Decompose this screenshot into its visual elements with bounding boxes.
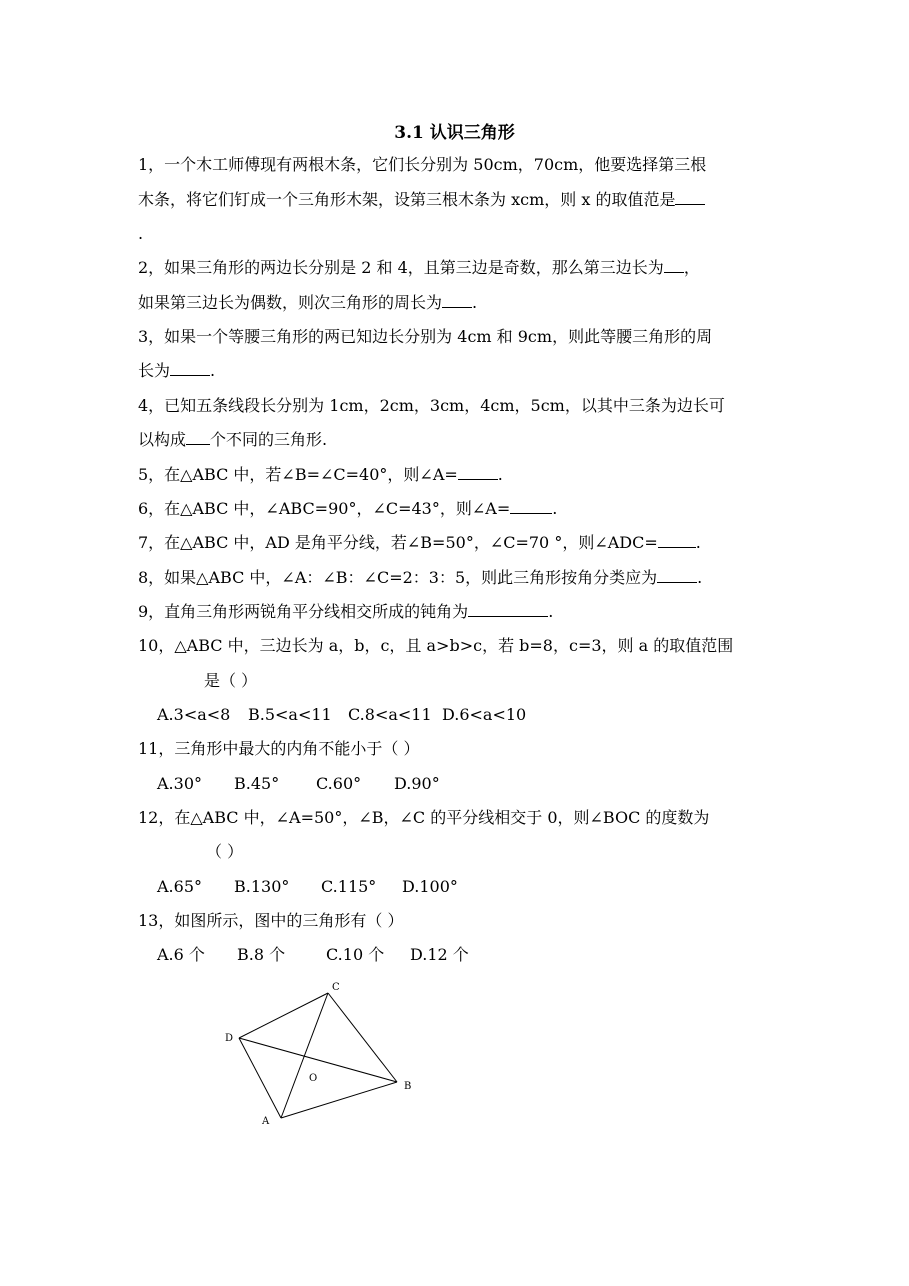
q12-option-c: C.115° bbox=[321, 877, 377, 896]
q12-option-b: B.130° bbox=[234, 877, 290, 896]
q11-option-a: A.30° bbox=[157, 774, 202, 793]
q9-blank bbox=[468, 602, 548, 617]
q12-option-d: D.100° bbox=[402, 877, 458, 896]
q7-blank bbox=[658, 533, 696, 548]
q6-line: 6，在△ABC 中，∠ABC=90°，∠C=43°，则∠A= . bbox=[138, 499, 558, 518]
q11-line1: 11，三角形中最大的内角不能小于（ ） bbox=[138, 739, 420, 758]
label-c: C bbox=[332, 982, 340, 993]
edge-ad bbox=[239, 1038, 281, 1118]
q12-option-a: A.65° bbox=[157, 877, 202, 896]
q13-option-d: D.12 个 bbox=[410, 945, 469, 964]
q3-line2: 长为 . bbox=[138, 361, 216, 380]
q9-line: 9，直角三角形两锐角平分线相交所成的钝角为 . bbox=[138, 602, 554, 621]
edge-dc bbox=[239, 993, 328, 1038]
q10-option-a: A.3<a<8 bbox=[157, 705, 231, 724]
q10-option-c: C.8<a<11 bbox=[348, 705, 432, 724]
q2-blank1 bbox=[664, 258, 684, 273]
q4-blank bbox=[186, 430, 210, 445]
label-d: D bbox=[225, 1033, 234, 1044]
q11-options bbox=[157, 774, 440, 794]
q5-blank bbox=[458, 465, 498, 480]
q10-option-d: D.6<a<10 bbox=[442, 705, 527, 724]
q13-option-a: A.6 个 bbox=[157, 945, 205, 964]
q10-line1: 10，△ABC 中，三边长为 a，b，c，且 a>b>c，若 b=8，c=3，则 a 的取值范围 bbox=[138, 636, 734, 655]
q7-line: 7，在△ABC 中，AD 是角平分线，若∠B=50°，∠C=70 °，则∠ADC= . bbox=[138, 533, 701, 552]
q1-line1: 1，一个木工师傅现有两根木条，它们长分别为 50cm，70cm，他要选择第三根 bbox=[138, 155, 707, 174]
q4-line2: 以构成 个不同的三角形. bbox=[138, 430, 328, 449]
q5-line: 5，在△ABC 中，若∠B=∠C=40°，则∠A= . bbox=[138, 465, 503, 484]
q12-options bbox=[157, 877, 458, 897]
q13-option-c: C.10 个 bbox=[326, 945, 385, 964]
q3-line1: 3，如果一个等腰三角形的两已知边长分别为 4cm 和 9cm，则此等腰三角形的周 bbox=[138, 327, 713, 346]
q4-line1: 4，已知五条线段长分别为 1cm，2cm，3cm，4cm，5cm，以其中三条为边长可 bbox=[138, 396, 725, 415]
q2-line1: 2，如果三角形的两边长分别是 2 和 4，且第三边是奇数，那么第三边长为 ， bbox=[138, 258, 700, 277]
q10-options bbox=[157, 705, 526, 725]
q2-line2: 如果第三边长为偶数，则次三角形的周长为 . bbox=[138, 293, 478, 312]
q10-option-b: B.5<a<11 bbox=[248, 705, 332, 724]
q1-line3: . bbox=[138, 224, 144, 243]
q8-blank bbox=[657, 568, 697, 583]
q8-line: 8，如果△ABC 中，∠A：∠B：∠C=2：3：5，则此三角形按角分类应为 . bbox=[138, 568, 703, 587]
q13-option-b: B.8 个 bbox=[237, 945, 286, 964]
quadrilateral-figure bbox=[215, 975, 425, 1135]
label-o: O bbox=[309, 1073, 318, 1084]
q1-line2: 木条，将它们钉成一个三角形木架，设第三根木条为 xcm，则 x 的取值范是 bbox=[138, 190, 705, 210]
label-a: A bbox=[262, 1116, 270, 1127]
q13-options bbox=[157, 945, 469, 965]
page-title: 3.1 认识三角形 bbox=[394, 123, 515, 143]
q11-option-c: C.60° bbox=[316, 774, 362, 793]
q12-line2: （ ） bbox=[206, 842, 244, 861]
q11-option-d: D.90° bbox=[394, 774, 440, 793]
diagonal-ac bbox=[281, 993, 328, 1118]
diagonal-db bbox=[239, 1038, 397, 1082]
q1-blank bbox=[675, 190, 705, 205]
edge-ba bbox=[281, 1082, 397, 1118]
q2-blank2 bbox=[442, 293, 472, 308]
edge-cb bbox=[328, 993, 397, 1082]
q10-line2: 是（ ） bbox=[204, 671, 258, 690]
q13-line1: 13，如图所示，图中的三角形有（ ） bbox=[138, 911, 404, 930]
label-b: B bbox=[404, 1081, 412, 1092]
q11-option-b: B.45° bbox=[234, 774, 280, 793]
q12-line1: 12，在△ABC 中，∠A=50°，∠B，∠C 的平分线相交于 0，则∠BOC 的度数为 bbox=[138, 808, 710, 827]
q6-blank bbox=[510, 499, 552, 514]
q3-blank bbox=[170, 361, 210, 376]
